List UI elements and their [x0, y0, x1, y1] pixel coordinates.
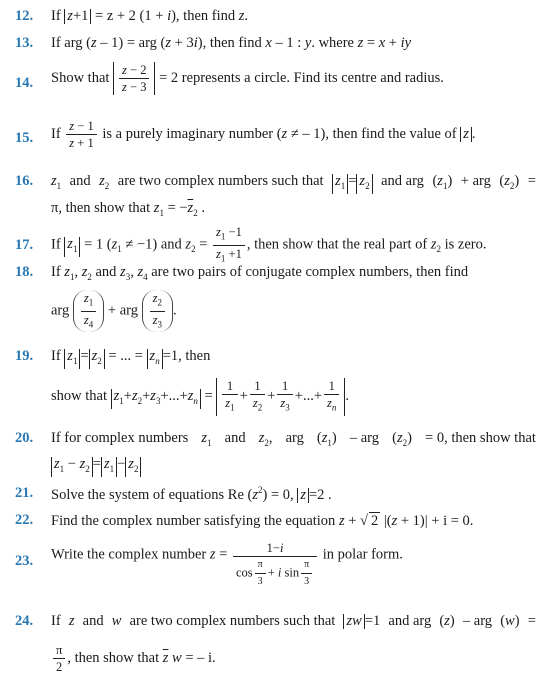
- problem-23-text: Write the complex number z = 1−i cos $\frac{\pi}{3}$ + i sin $\frac{\pi}{3}$ in polar form.: [51, 541, 403, 587]
- problem-number: 18.: [15, 264, 34, 280]
- problem-number: 17.: [15, 237, 34, 253]
- problem-14-text: Show that $\frac{z - 2}{z - 3}$ = 2 represents a circle. Find its centre and radius.: [51, 63, 444, 94]
- problem-number: 14.: [15, 75, 34, 91]
- problem-19-text: If $z_1 = z_2$ = ... = $z_n =1$, then: [51, 348, 536, 369]
- problem-number: 24.: [15, 613, 34, 629]
- problem-21-text: Solve the system of equations Re $(z^2) = 0$, z =2 .: [51, 485, 332, 503]
- problem-12-text: If z+1 = z + 2 (1 + i), then find z.: [51, 8, 249, 24]
- problem-18-text-cont: arg $\frac{z_1}{z_4}$ + arg $\frac{z_2}{z_3}$ .: [51, 290, 536, 332]
- problem-24-text: If z and w are two complex numbers such that zw =1 and arg (z) – arg (w) =: [51, 613, 536, 629]
- problem-number: 12.: [15, 8, 34, 24]
- problem-number: 22.: [15, 512, 34, 528]
- problem-number: 16.: [15, 173, 34, 189]
- problem-16-text-cont: π, then show that $z_1 = -\overline{z}_2$ .: [51, 200, 205, 218]
- problem-18-text: If $z_1$, $z_2$ and $z_3$, $z_4$ are two pairs of conjugate complex numbers, then find: [51, 264, 469, 282]
- problem-number: 19.: [15, 348, 34, 364]
- problem-number: 20.: [15, 430, 34, 446]
- problem-16-text: $z_1$ and $z_2$ are two complex numbers such that $z_1 = z_2$ and arg $(z_1)$ + arg $(z_2)$ =: [51, 173, 536, 194]
- problem-13-text: If arg (z – 1) = arg (z + 3i), then find x – 1 : y. where z = x + iy: [51, 35, 412, 51]
- problem-20-text: If for complex numbers $z_1$ and $z_2$, arg $(z_1)$ – arg $(z_2)$ = 0, then show that: [51, 430, 536, 448]
- problem-22-text: Find the complex number satisfying the equation z + √ 2 |(z + 1)| + i = 0.: [51, 513, 474, 529]
- problem-19-text-cont: show that $z_1+z_2+z_3+...+z_n$ = $\frac{1}{z_1}$ + $\frac{1}{z_2}$ + $\frac{1}{z_3}$ +...+ $\frac{1}{z_n}$ .: [51, 378, 536, 416]
- problem-20-text-cont: $z_1 - z_2 = z_1 - z_2$: [51, 456, 536, 477]
- problem-number: 15.: [15, 130, 34, 146]
- problem-17-text: If $z_1 = 1$ $(z_1 \ne -1)$ and $z_2$ = $\frac{z_1 -1}{z_1 +1}$ , then show that the real part of $z_2$ is zero.: [51, 225, 487, 263]
- problem-number: 13.: [15, 35, 34, 51]
- problem-number: 21.: [15, 485, 34, 501]
- problem-24-text-cont: $\frac{\pi}{2}$ , then show that $\overline{z}$ w = – i.: [51, 642, 536, 675]
- problem-15-text: If $\frac{z - 1}{z + 1}$ is a purely imaginary number (z ≠ – 1), then find the value of z .: [51, 119, 476, 150]
- problem-number: 23.: [15, 553, 34, 569]
